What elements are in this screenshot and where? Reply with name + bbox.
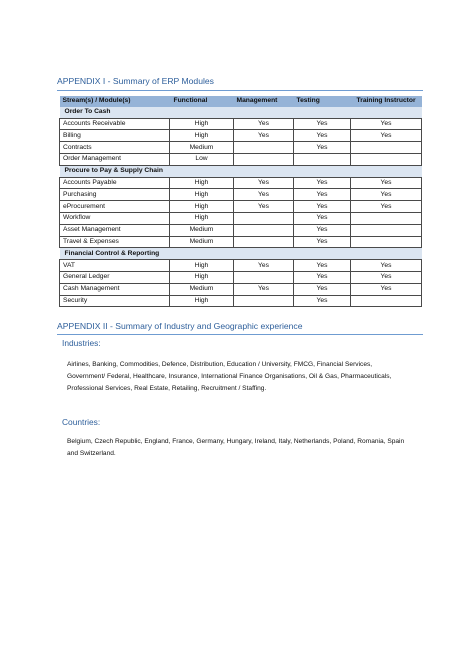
value-cell: High	[170, 295, 234, 307]
table-row	[60, 153, 422, 165]
module-name-cell: Order Management	[60, 153, 170, 165]
group-row	[60, 248, 422, 260]
table-body	[60, 107, 422, 307]
value-cell: Yes	[234, 118, 294, 130]
module-name-cell: Workflow	[60, 212, 170, 224]
header-functional: Functional	[170, 96, 234, 107]
appendix-1-title	[57, 76, 214, 86]
module-name-cell: Contracts	[60, 142, 170, 154]
value-cell	[351, 142, 422, 154]
module-name-cell: Asset Management	[60, 224, 170, 236]
value-cell: Yes	[294, 224, 351, 236]
module-name-cell: Security	[60, 295, 170, 307]
group-label: Financial Control & Reporting	[60, 248, 422, 260]
value-cell: Medium	[170, 283, 234, 295]
value-cell	[234, 212, 294, 224]
erp-modules-table	[59, 96, 422, 307]
table-row	[60, 224, 422, 236]
value-cell: Yes	[234, 177, 294, 189]
value-cell	[234, 271, 294, 283]
table-row	[60, 142, 422, 154]
appendix-2-rule	[57, 334, 423, 335]
countries-text: Belgium, Czech Republic, England, France, Germany, Hungary, Ireland, Italy, Netherlands, Poland, Romania, Spain and Switzerland.	[67, 438, 405, 457]
table-header-row	[60, 96, 422, 107]
value-cell	[351, 212, 422, 224]
value-cell: Yes	[351, 130, 422, 142]
value-cell: High	[170, 260, 234, 272]
group-label: Order To Cash	[60, 107, 422, 118]
table-row	[60, 118, 422, 130]
value-cell: Medium	[170, 142, 234, 154]
module-name-cell: Purchasing	[60, 189, 170, 201]
value-cell: Low	[170, 153, 234, 165]
value-cell: Yes	[294, 118, 351, 130]
value-cell: Yes	[294, 236, 351, 248]
value-cell: Yes	[294, 295, 351, 307]
table-row	[60, 283, 422, 295]
value-cell: Yes	[234, 130, 294, 142]
table-row	[60, 130, 422, 142]
appendix-1-rule	[57, 90, 423, 91]
module-name-cell: Cash Management	[60, 283, 170, 295]
module-name-cell: VAT	[60, 260, 170, 272]
value-cell	[234, 142, 294, 154]
header-stream: Stream(s) / Module(s)	[60, 96, 170, 107]
appendix-1-title-prefix: APPENDIX I	[57, 76, 106, 86]
module-name-cell: eProcurement	[60, 201, 170, 213]
value-cell: Yes	[294, 201, 351, 213]
value-cell: High	[170, 130, 234, 142]
value-cell: Medium	[170, 224, 234, 236]
value-cell: High	[170, 177, 234, 189]
group-row	[60, 165, 422, 177]
module-name-cell: Billing	[60, 130, 170, 142]
header-management: Management	[234, 96, 294, 107]
value-cell: Yes	[351, 189, 422, 201]
value-cell: Yes	[351, 118, 422, 130]
table-row	[60, 177, 422, 189]
table-row	[60, 201, 422, 213]
table-row	[60, 260, 422, 272]
value-cell: Yes	[294, 177, 351, 189]
value-cell: Yes	[294, 212, 351, 224]
value-cell	[234, 236, 294, 248]
appendix-1-title-rest: - Summary of ERP Modules	[105, 76, 214, 86]
group-row	[60, 107, 422, 118]
value-cell: Yes	[294, 130, 351, 142]
industries-heading: Industries:	[62, 338, 101, 348]
value-cell	[234, 224, 294, 236]
header-testing: Testing	[294, 96, 351, 107]
value-cell: Yes	[234, 201, 294, 213]
value-cell: Yes	[351, 177, 422, 189]
table-row	[60, 295, 422, 307]
module-name-cell: Accounts Receivable	[60, 118, 170, 130]
table-row	[60, 189, 422, 201]
appendix-2-title	[57, 321, 303, 331]
value-cell: High	[170, 271, 234, 283]
value-cell: High	[170, 118, 234, 130]
value-cell: Medium	[170, 236, 234, 248]
countries-heading: Countries:	[62, 417, 101, 427]
value-cell: Yes	[294, 271, 351, 283]
header-training-instructor: Training Instructor	[351, 96, 422, 107]
value-cell: High	[170, 201, 234, 213]
value-cell: Yes	[294, 142, 351, 154]
table-row	[60, 236, 422, 248]
value-cell: High	[170, 189, 234, 201]
value-cell: High	[170, 212, 234, 224]
value-cell: Yes	[234, 260, 294, 272]
industries-text: Airlines, Banking, Commodities, Defence, Distribution, Education / University, FMCG, Financial Services, Government/ Federal, Healthcare, Insurance, International Finance Organisations, Oil & Gas, Pharmaceuticals, Professional Services, Real Estate, Retailing, Recruitment / Staffing.	[67, 361, 392, 392]
table-row	[60, 271, 422, 283]
value-cell	[294, 153, 351, 165]
group-label: Procure to Pay & Supply Chain	[60, 165, 422, 177]
value-cell: Yes	[351, 283, 422, 295]
value-cell: Yes	[294, 189, 351, 201]
value-cell: Yes	[294, 260, 351, 272]
value-cell	[351, 153, 422, 165]
value-cell: Yes	[294, 283, 351, 295]
value-cell	[351, 224, 422, 236]
value-cell: Yes	[351, 271, 422, 283]
module-name-cell: Accounts Payable	[60, 177, 170, 189]
value-cell: Yes	[234, 189, 294, 201]
module-name-cell: Travel & Expenses	[60, 236, 170, 248]
value-cell: Yes	[234, 283, 294, 295]
value-cell: Yes	[351, 201, 422, 213]
table-row	[60, 212, 422, 224]
value-cell	[234, 153, 294, 165]
value-cell	[351, 295, 422, 307]
value-cell	[351, 236, 422, 248]
value-cell: Yes	[351, 260, 422, 272]
appendix-2-title-prefix: APPENDIX II	[57, 321, 108, 331]
value-cell	[234, 295, 294, 307]
appendix-2-title-rest: - Summary of Industry and Geographic experience	[107, 321, 303, 331]
module-name-cell: General Ledger	[60, 271, 170, 283]
